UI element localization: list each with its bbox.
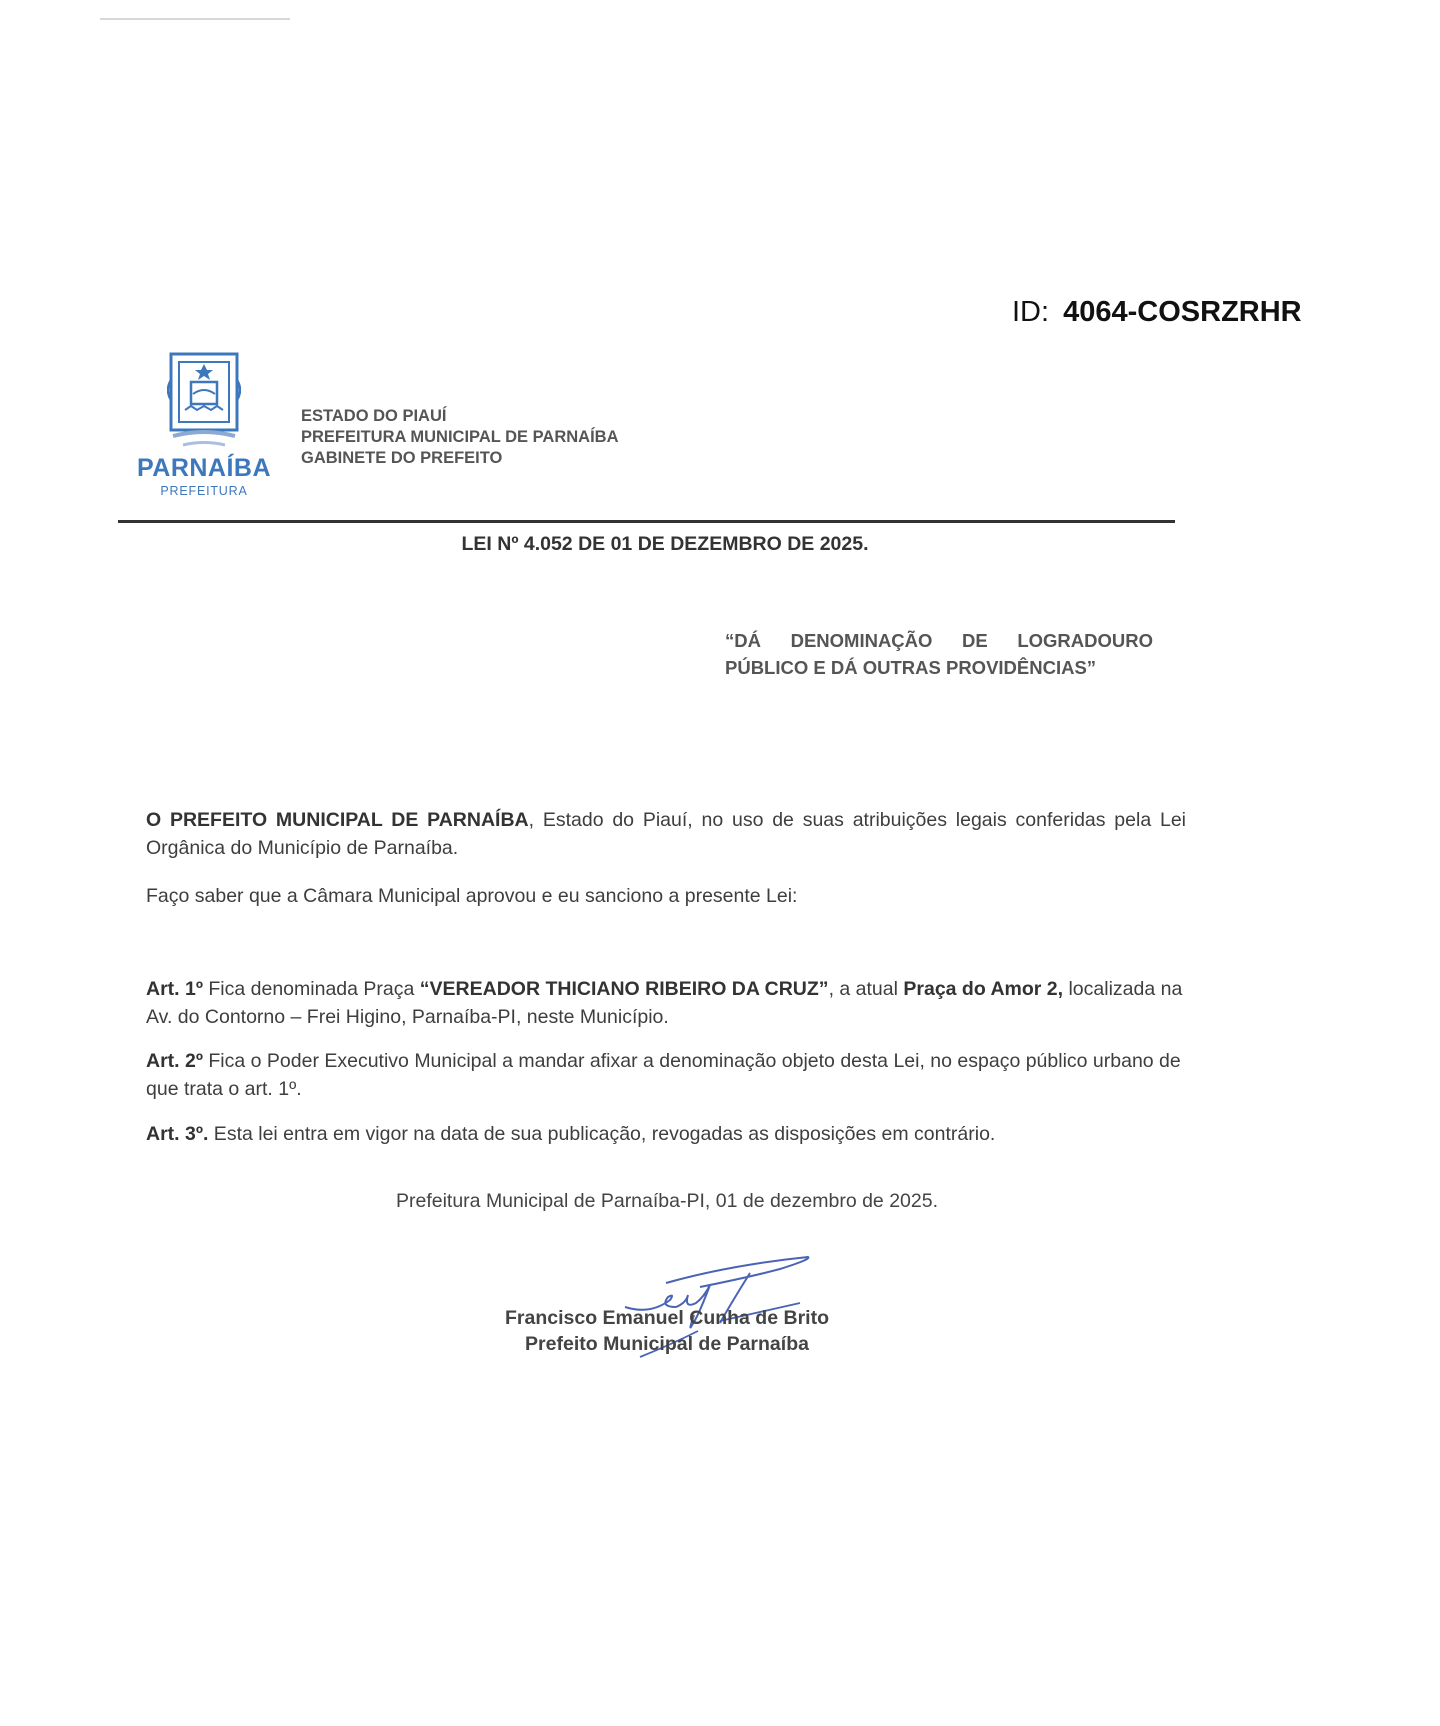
coat-of-arms-icon [167, 350, 241, 450]
article-1-label: Art. 1º [146, 978, 203, 1000]
logo-subtitle: PREFEITURA [160, 484, 248, 498]
promulgation-paragraph: Faço saber que a Câmara Municipal aprovou e eu sanciono a presente Lei: [146, 885, 798, 907]
article-2-text: Fica o Poder Executivo Municipal a mandar afixar a denominação objeto desta Lei, no espaço público urbano de que trata o art. 1º. [146, 1050, 1181, 1100]
article-1-new-name: “VEREADOR THICIANO RIBEIRO DA CRUZ” [419, 978, 829, 1000]
document-id-value: 4064-COSRZRHR [1063, 296, 1302, 328]
signer-name: Francisco Emanuel Cunha de Brito [505, 1307, 829, 1329]
place-and-date: Prefeitura Municipal de Parnaíba-PI, 01 de dezembro de 2025. [395, 1190, 938, 1212]
ementa-line-2: PÚBLICO E DÁ OUTRAS PROVIDÊNCIAS” [725, 657, 1097, 678]
document-id-label: ID: [1012, 296, 1050, 328]
article-3 [146, 1120, 1186, 1148]
ementa [725, 627, 1153, 681]
document-id [1012, 296, 1302, 329]
article-2-label: Art. 2º [146, 1050, 203, 1072]
preamble-bold: O PREFEITO MUNICIPAL DE PARNAÍBA [146, 809, 529, 831]
preamble-paragraph [146, 806, 1186, 862]
article-1-text-c: localizada na Av. do Contorno – Frei Higino, Parnaíba-PI, neste Município. [146, 978, 1183, 1028]
law-title: LEI Nº 4.052 DE 01 DE DEZEMBRO DE 2025. [461, 533, 869, 555]
logo-name: PARNAÍBA [136, 454, 272, 482]
parnaiba-logo [126, 350, 282, 500]
letterhead [301, 406, 618, 469]
signer-role: Prefeito Municipal de Parnaíba [525, 1333, 809, 1355]
preamble-text: , Estado do Piauí, no uso de suas atribuições legais conferidas pela Lei Orgânica do Município de Parnaíba. [146, 809, 1186, 859]
header-divider [118, 520, 1175, 523]
article-1-old-name: Praça do Amor 2, [903, 978, 1064, 1000]
article-2 [146, 1047, 1186, 1103]
article-1-text-a: Fica denominada Praça [202, 978, 420, 1000]
letterhead-state: ESTADO DO PIAUÍ [301, 407, 447, 425]
ementa-line-1: “DÁ DENOMINAÇÃO DE LOGRADOURO [725, 630, 1153, 651]
article-1-text-b: , a atual [828, 978, 904, 1000]
article-1 [146, 975, 1186, 1031]
letterhead-office: GABINETE DO PREFEITO [301, 449, 503, 467]
article-3-label: Art. 3º. [146, 1123, 209, 1145]
scan-edge-line [100, 18, 290, 20]
letterhead-municipality: PREFEITURA MUNICIPAL DE PARNAÍBA [301, 428, 619, 446]
article-3-text: Esta lei entra em vigor na data de sua publicação, revogadas as disposições em contrário. [208, 1123, 996, 1145]
